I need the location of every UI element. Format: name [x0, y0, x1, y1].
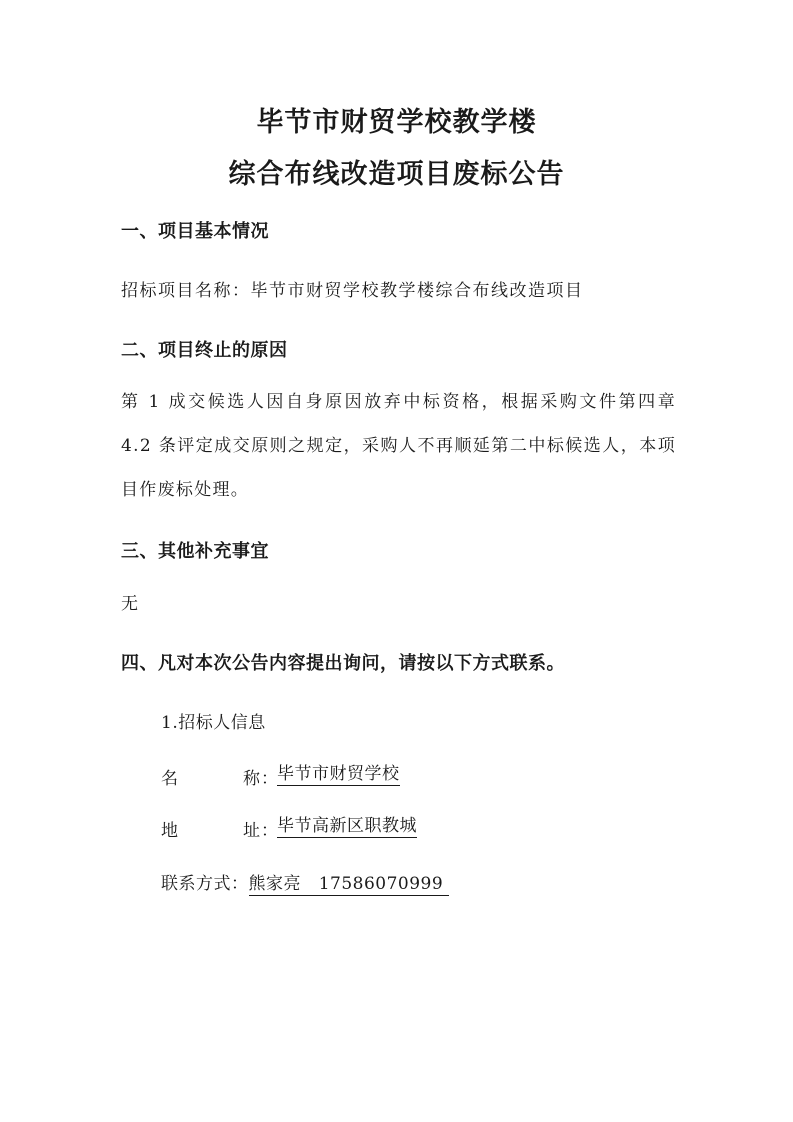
bidder-name-label: 名 称 ：: [161, 769, 279, 789]
bidder-address-label: 地 址 ：: [161, 821, 279, 841]
section3-content: 无: [121, 594, 140, 614]
section2-content: 第 1 成交候选人因自身原因放弃中标资格，根据采购文件第四章 4.2 条评定成交原则之规定，采购人不再顺延第二中标候选人，本项目作废标处理。: [121, 392, 676, 500]
section1-heading: 一、项目基本情况: [121, 221, 269, 242]
document-title-line2: 综合布线改造项目废标公告: [228, 159, 565, 190]
section2-heading: 二、项目终止的原因: [121, 340, 288, 361]
bidder-name-row: [161, 764, 400, 789]
bidder-address-value: 毕节高新区职教城: [277, 816, 417, 836]
bidder-info-subheading: 1.招标人信息: [161, 713, 266, 733]
document-title-line1: 毕节市财贸学校教学楼: [256, 107, 537, 138]
section1-content: 招标项目名称：毕节市财贸学校教学楼综合布线改造项目: [121, 281, 584, 301]
bidder-contact-label: 联系方式：: [161, 874, 249, 894]
section3-heading: 三、其他补充事宜: [121, 541, 269, 562]
bidder-name-value: 毕节市财贸学校: [277, 764, 400, 784]
bidder-contact-value: 熊家亮 17586070999: [248, 874, 450, 894]
section4-heading: 四、凡对本次公告内容提出询问，请按以下方式联系。: [121, 653, 565, 674]
bidder-contact-row: [161, 869, 449, 896]
bidder-address-row: [161, 816, 417, 841]
